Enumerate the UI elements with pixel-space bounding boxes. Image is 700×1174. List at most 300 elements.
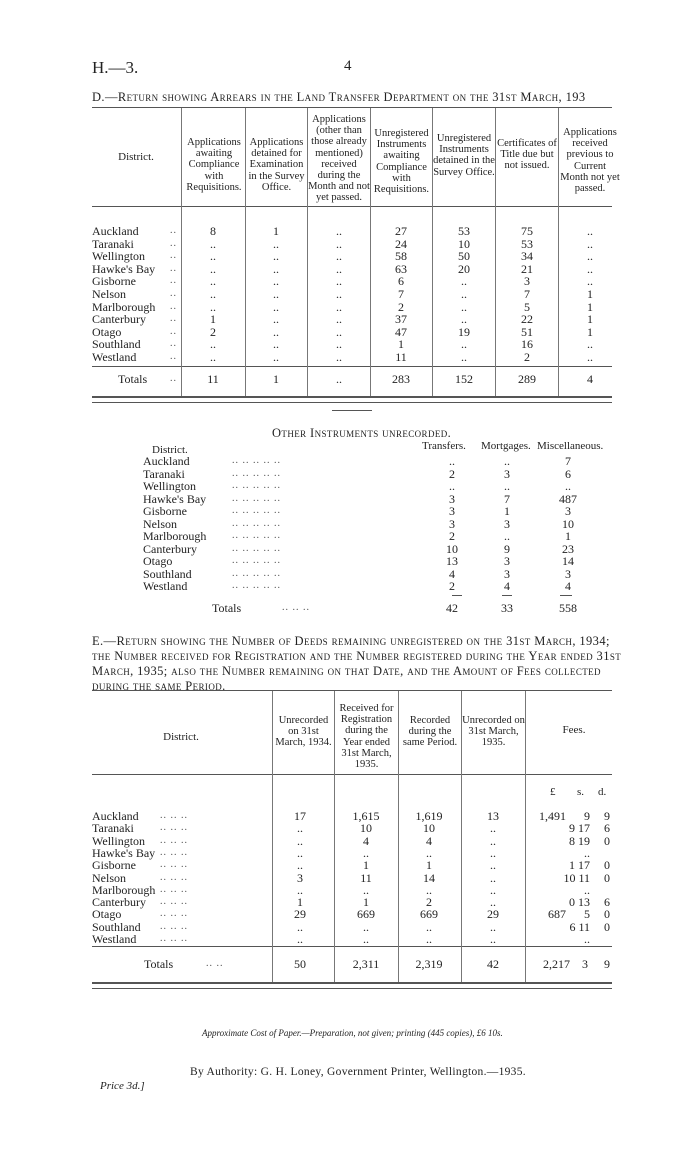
cell-value: 4 [504, 579, 510, 593]
cell-value: .. [490, 871, 496, 885]
cell-value: 3 [449, 492, 455, 506]
cell-value: 1 [504, 504, 510, 518]
totals-row [0, 373, 700, 385]
other-col-mortgages: Mortgages. [481, 440, 531, 452]
table-row [0, 480, 700, 492]
table-row [0, 908, 700, 920]
cell-value: .. [273, 274, 279, 288]
totals-label: Totals [118, 372, 148, 386]
section-e-col-district: District. [163, 731, 199, 743]
district-name: Gisborne [143, 504, 187, 518]
leader-dots: .. .. .. .. .. [232, 568, 281, 579]
leader-dots: .. .. .. .. .. [232, 468, 281, 479]
district-name: Taranaki [143, 467, 185, 481]
cell-value: .. [461, 274, 467, 288]
leader-dots: .. .. .. [160, 822, 188, 833]
section-e-col-fees: Fees. [562, 724, 586, 736]
cell-value: 51 [521, 325, 533, 339]
cell-value: 10 [458, 237, 470, 251]
fee-pounds: 687 [548, 907, 566, 921]
total-value: .. [336, 372, 342, 386]
cell-value: 21 [521, 262, 533, 276]
table-row [0, 250, 700, 262]
section-d-col-6: Certificates of Title due but not issued. [497, 138, 557, 172]
district-name: Southland [92, 337, 141, 351]
district-name: Taranaki [92, 821, 134, 835]
leader-dots: .. [170, 373, 177, 384]
cell-value: 11 [395, 350, 407, 364]
cell-value: .. [490, 895, 496, 909]
leader-dots: .. .. .. .. .. [232, 580, 281, 591]
fee-shillings: 6 11 [569, 920, 590, 934]
district-name: Westland [143, 579, 188, 593]
fees-unit-pence: d. [598, 786, 607, 798]
cell-value: .. [210, 237, 216, 251]
fee-pence: 0 [604, 834, 610, 848]
price-note: Price 3d.] [100, 1080, 145, 1092]
cell-value: .. [426, 883, 432, 897]
table-row [0, 530, 700, 542]
cell-value: .. [587, 350, 593, 364]
cell-value: 34 [521, 249, 533, 263]
leader-dots: .. .. .. [160, 872, 188, 883]
cell-value: .. [273, 237, 279, 251]
cell-value: 3 [297, 871, 303, 885]
district-name: Marlborough [92, 883, 156, 897]
cell-value: 22 [521, 312, 533, 326]
fee-shillings: .. [584, 846, 590, 860]
leader-dots: .. .. .. .. .. [232, 493, 281, 504]
cell-value: .. [336, 287, 342, 301]
cell-value: .. [336, 262, 342, 276]
district-name: Wellington [143, 479, 197, 493]
cell-value: 50 [458, 249, 470, 263]
cell-value: 7 [524, 287, 530, 301]
cell-value: .. [210, 337, 216, 351]
cost-note: Approximate Cost of Paper.—Preparation, not given; printing (445 copies), £6 10s. [202, 1028, 503, 1038]
table-row [0, 338, 700, 350]
cell-value: 3 [504, 467, 510, 481]
district-name: Canterbury [92, 312, 146, 326]
leader-dots: .. .. .. [160, 896, 188, 907]
cell-value: .. [336, 300, 342, 314]
cell-value: .. [297, 846, 303, 860]
table-row [0, 505, 700, 517]
cell-value: .. [490, 846, 496, 860]
cell-value: 3 [504, 567, 510, 581]
cell-value: .. [297, 883, 303, 897]
cell-value: .. [426, 920, 432, 934]
table-row [0, 568, 700, 580]
cell-value: .. [587, 237, 593, 251]
cell-value: 1 [363, 858, 369, 872]
section-d-col-3: Applications (other than those already mentioned) received during the Month and not yet passed. [308, 114, 370, 204]
leader-dots: .. [170, 250, 177, 261]
cell-value: 75 [521, 224, 533, 238]
leader-dots: .. [170, 275, 177, 286]
cell-value: 17 [294, 809, 306, 823]
table-row [0, 493, 700, 505]
leader-dots: .. [170, 225, 177, 236]
cell-value: 58 [395, 249, 407, 263]
leader-dots: .. [170, 263, 177, 274]
table-row [0, 555, 700, 567]
cell-value: 2 [426, 895, 432, 909]
district-name: Otago [92, 325, 122, 339]
cell-value: .. [273, 325, 279, 339]
total-value: 1 [273, 372, 279, 386]
district-name: Auckland [92, 224, 139, 238]
section-e-col-1: Unrecorded on 31st March, 1934. [275, 715, 332, 749]
cell-value: .. [297, 834, 303, 848]
cell-value: 3 [449, 517, 455, 531]
cell-value: .. [363, 846, 369, 860]
table-row [0, 518, 700, 530]
totals-label: Totals [144, 957, 174, 971]
cell-value: 63 [395, 262, 407, 276]
cell-value: .. [336, 312, 342, 326]
cell-value: 11 [360, 871, 372, 885]
cell-value: 2 [449, 467, 455, 481]
cell-value: .. [297, 858, 303, 872]
leader-dots: .. .. .. [160, 847, 188, 858]
cell-value: .. [273, 350, 279, 364]
cell-value: .. [336, 350, 342, 364]
cell-value: 37 [395, 312, 407, 326]
cell-value: .. [461, 287, 467, 301]
cell-value: .. [565, 479, 571, 493]
cell-value: .. [210, 249, 216, 263]
cell-value: 10 [423, 821, 435, 835]
table-row [0, 859, 700, 871]
cell-value: .. [504, 454, 510, 468]
cell-value: .. [297, 821, 303, 835]
district-name: Canterbury [92, 895, 146, 909]
cell-value: 669 [357, 907, 375, 921]
fee-shillings: 9 [584, 809, 590, 823]
leader-dots: .. [170, 288, 177, 299]
district-name: Gisborne [92, 858, 136, 872]
leader-dots: .. .. .. [160, 835, 188, 846]
cell-value: .. [273, 337, 279, 351]
cell-value: 14 [562, 554, 574, 568]
leader-dots: .. .. .. [282, 602, 310, 613]
section-e-col-3: Recorded during the same Period. [402, 715, 458, 749]
cell-value: .. [504, 479, 510, 493]
document-series: H.—3. [92, 58, 139, 77]
total-value: 2,319 [415, 957, 443, 971]
cell-value: 1 [210, 312, 216, 326]
table-row [0, 288, 700, 300]
cell-value: 1 [587, 312, 593, 326]
cell-value: 27 [395, 224, 407, 238]
fee-pounds: 1,491 [539, 809, 566, 823]
district-name: Taranaki [92, 237, 134, 251]
cell-value: 1 [398, 337, 404, 351]
cell-value: 3 [504, 517, 510, 531]
other-instruments-title: Other Instruments unrecorded. [272, 426, 452, 440]
cell-value: .. [490, 834, 496, 848]
cell-value: .. [490, 821, 496, 835]
cell-value: .. [336, 337, 342, 351]
cell-value: .. [490, 858, 496, 872]
district-name: Westland [92, 932, 137, 946]
cell-value: 47 [395, 325, 407, 339]
cell-value: .. [363, 883, 369, 897]
fee-pence: 9 [604, 809, 610, 823]
section-e-title: E.—Return showing the Number of Deeds remaining unregistered on the 31st March, 1934; the Number received for Registration and the Number registered during the Year ended 31st March, 1935; also the Number remaining on that Date, and the Amount of Fees collected during the same Period. [92, 634, 622, 693]
page-number: 4 [344, 58, 352, 74]
cell-value: 24 [395, 237, 407, 251]
leader-dots: .. .. .. .. .. [232, 480, 281, 491]
leader-dots: .. .. .. [160, 810, 188, 821]
cell-value: 1 [565, 529, 571, 543]
leader-dots: .. [170, 301, 177, 312]
cell-value: 3 [504, 554, 510, 568]
total-value: 11 [207, 372, 219, 386]
cell-value: 1 [426, 858, 432, 872]
leader-dots: .. .. .. [160, 933, 188, 944]
cell-value: .. [461, 312, 467, 326]
leader-dots: .. [170, 338, 177, 349]
district-name: Auckland [143, 454, 190, 468]
cell-value: 29 [294, 907, 306, 921]
fee-pence: 6 [604, 821, 610, 835]
cell-value: .. [210, 350, 216, 364]
fees-unit-shillings: s. [577, 786, 585, 798]
section-d-col-2: Applications detained for Examination in the Survey Office. [248, 137, 305, 193]
cell-value: .. [587, 262, 593, 276]
district-name: Southland [143, 567, 192, 581]
cell-value: .. [336, 274, 342, 288]
cell-value: 1 [587, 287, 593, 301]
cell-value: .. [336, 237, 342, 251]
total-value: 42 [446, 601, 458, 615]
table-row [0, 933, 700, 945]
leader-dots: .. .. .. .. .. [232, 455, 281, 466]
cell-value: 13 [487, 809, 499, 823]
cell-value: .. [461, 350, 467, 364]
leader-dots: .. .. .. .. .. [232, 543, 281, 554]
section-d-col-4: Unregistered Instruments awaiting Compliance with Requisitions. [373, 128, 430, 196]
cell-value: .. [273, 249, 279, 263]
fee-shillings: 9 17 [569, 821, 590, 835]
totals-label: Totals [212, 601, 242, 615]
cell-value: 10 [562, 517, 574, 531]
cell-value: .. [336, 224, 342, 238]
fee-shillings: 10 11 [563, 871, 590, 885]
cell-value: 3 [524, 274, 530, 288]
cell-value: .. [449, 454, 455, 468]
table-row [0, 822, 700, 834]
fee-pence: 9 [604, 957, 610, 971]
cell-value: 19 [458, 325, 470, 339]
total-value: 152 [455, 372, 473, 386]
fee-shillings: 8 19 [569, 834, 590, 848]
cell-value: 1,619 [415, 809, 443, 823]
cell-value: 16 [521, 337, 533, 351]
fee-pence: 0 [604, 858, 610, 872]
section-e-col-4: Unrecorded on 31st March, 1935. [462, 715, 525, 749]
district-name: Gisborne [92, 274, 136, 288]
leader-dots: .. .. .. .. .. [232, 530, 281, 541]
cell-value: .. [461, 300, 467, 314]
cell-value: 14 [423, 871, 435, 885]
cell-value: 7 [398, 287, 404, 301]
cell-value: 1 [363, 895, 369, 909]
total-value: 42 [487, 957, 499, 971]
district-name: Canterbury [143, 542, 197, 556]
fee-shillings: .. [584, 932, 590, 946]
district-name: Otago [143, 554, 173, 568]
fee-pence: 0 [604, 907, 610, 921]
totals-row [0, 602, 700, 614]
leader-dots: .. .. .. [160, 884, 188, 895]
cell-value: .. [210, 300, 216, 314]
cell-value: .. [461, 337, 467, 351]
cell-value: 669 [420, 907, 438, 921]
table-row [0, 351, 700, 363]
cell-value: 1 [587, 325, 593, 339]
district-name: Auckland [92, 809, 139, 823]
cell-value: .. [297, 932, 303, 946]
cell-value: .. [210, 287, 216, 301]
other-col-misc: Miscellaneous. [537, 440, 604, 452]
cell-value: .. [210, 262, 216, 276]
district-name: Westland [92, 350, 137, 364]
cell-value: 3 [449, 504, 455, 518]
leader-dots: .. .. .. .. .. [232, 505, 281, 516]
cell-value: 2 [449, 579, 455, 593]
fee-pence: 0 [604, 920, 610, 934]
cell-value: 5 [524, 300, 530, 314]
section-d-col-5: Unregistered Instruments detained in the Survey Office. [433, 133, 495, 178]
fees-unit-pounds: £ [550, 786, 556, 798]
district-name: Southland [92, 920, 141, 934]
cell-value: 13 [446, 554, 458, 568]
cell-value: 10 [360, 821, 372, 835]
district-name: Wellington [92, 249, 146, 263]
cell-value: 6 [565, 467, 571, 481]
cell-value: 1,615 [352, 809, 380, 823]
leader-dots: .. .. .. [160, 921, 188, 932]
cell-value: 487 [559, 492, 577, 506]
leader-dots: .. .. .. [160, 908, 188, 919]
cell-value: 4 [449, 567, 455, 581]
leader-dots: .. [170, 313, 177, 324]
district-name: Otago [92, 907, 122, 921]
cell-value: 4 [363, 834, 369, 848]
cell-value: 3 [565, 504, 571, 518]
cell-value: 3 [565, 567, 571, 581]
fee-pounds: 2,217 [543, 957, 570, 971]
cell-value: 2 [449, 529, 455, 543]
cell-value: 7 [565, 454, 571, 468]
cell-value: .. [297, 920, 303, 934]
leader-dots: .. .. .. [160, 859, 188, 870]
total-value: 4 [587, 372, 593, 386]
fee-shillings: .. [584, 883, 590, 897]
cell-value: .. [490, 932, 496, 946]
other-col-district: District. [152, 444, 188, 456]
leader-dots: .. [170, 351, 177, 362]
cell-value: 20 [458, 262, 470, 276]
cell-value: .. [587, 337, 593, 351]
cell-value: 23 [562, 542, 574, 556]
district-name: Nelson [92, 287, 126, 301]
table-row [0, 275, 700, 287]
cell-value: .. [587, 249, 593, 263]
cell-value: .. [449, 479, 455, 493]
section-e-col-2: Received for Registration during the Year ended 31st March, 1935. [339, 703, 394, 771]
table-row [0, 468, 700, 480]
table-row [0, 455, 700, 467]
district-name: Marlborough [143, 529, 207, 543]
cell-value: 1 [297, 895, 303, 909]
total-value: 2,311 [352, 957, 380, 971]
table-row [0, 225, 700, 237]
fee-shillings: 1 17 [569, 858, 590, 872]
other-col-transfers: Transfers. [422, 440, 466, 452]
cell-value: .. [273, 300, 279, 314]
cell-value: 1 [587, 300, 593, 314]
district-name: Nelson [143, 517, 177, 531]
cell-value: .. [587, 224, 593, 238]
district-name: Marlborough [92, 300, 156, 314]
cell-value: .. [504, 529, 510, 543]
total-value: 50 [294, 957, 306, 971]
leader-dots: .. .. [206, 958, 224, 969]
total-value: 283 [392, 372, 410, 386]
cell-value: 53 [521, 237, 533, 251]
table-row [0, 580, 700, 592]
leader-dots: .. [170, 326, 177, 337]
cell-value: 8 [210, 224, 216, 238]
cell-value: 7 [504, 492, 510, 506]
cell-value: .. [273, 262, 279, 276]
cell-value: 10 [446, 542, 458, 556]
district-name: Hawke's Bay [92, 846, 156, 860]
fee-shillings: 5 [584, 907, 590, 921]
total-value: 289 [518, 372, 536, 386]
table-row [0, 313, 700, 325]
cell-value: 4 [565, 579, 571, 593]
leader-dots: .. [170, 238, 177, 249]
cell-value: .. [273, 312, 279, 326]
authority-line: By Authority: G. H. Loney, Government Printer, Wellington.—1935. [190, 1066, 526, 1078]
cell-value: 29 [487, 907, 499, 921]
cell-value: .. [363, 920, 369, 934]
cell-value: 2 [524, 350, 530, 364]
leader-dots: .. .. .. .. .. [232, 518, 281, 529]
section-d-title: D.—Return showing Arrears in the Land Transfer Department on the 31st March, 193 [92, 90, 586, 104]
totals-row [0, 958, 700, 970]
section-d-col-1: Applications awaiting Compliance with Requisitions. [186, 137, 242, 193]
fee-pence: 6 [604, 895, 610, 909]
district-name: Wellington [92, 834, 146, 848]
leader-dots: .. .. .. .. .. [232, 555, 281, 566]
district-name: Hawke's Bay [92, 262, 156, 276]
total-value: 558 [559, 601, 577, 615]
section-d-col-7: Applications received previous to Current Month not yet passed. [560, 127, 620, 195]
cell-value: 6 [398, 274, 404, 288]
cell-value: .. [336, 249, 342, 263]
cell-value: .. [490, 920, 496, 934]
cell-value: 9 [504, 542, 510, 556]
cell-value: 2 [398, 300, 404, 314]
cell-value: .. [490, 883, 496, 897]
cell-value: .. [426, 846, 432, 860]
